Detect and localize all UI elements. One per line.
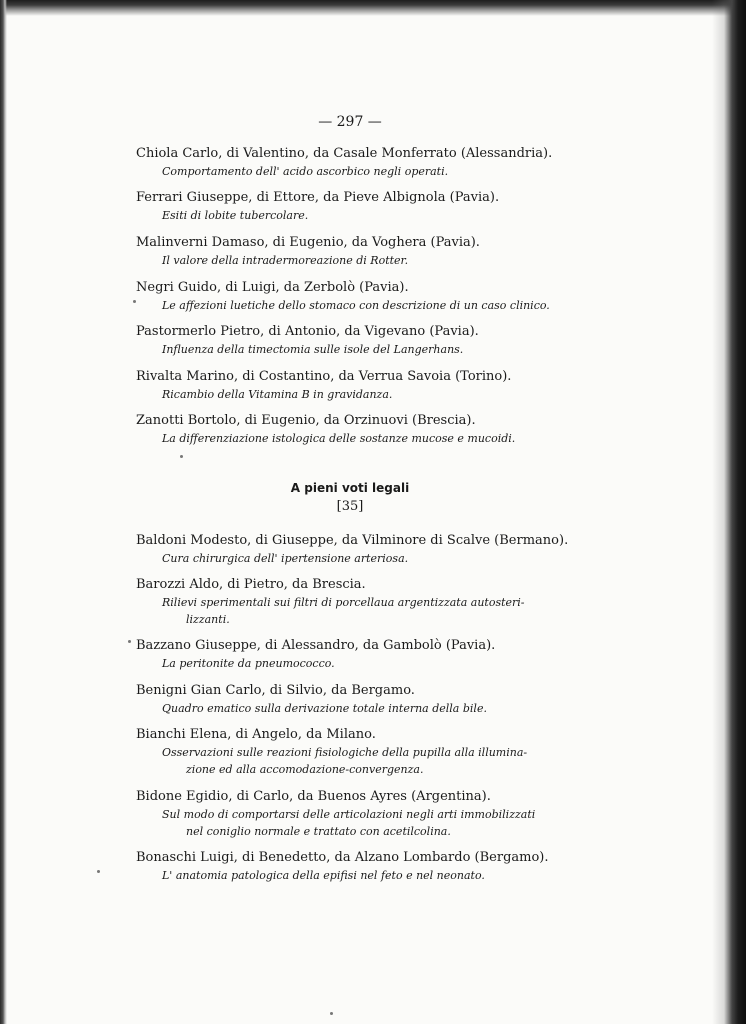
thesis-title-line: L' anatomia patologica della epifisi nel feto e nel neonato.: [162, 869, 485, 882]
thesis-title-continuation: nel coniglio normale e trattato con acetilcolina.: [186, 825, 451, 838]
thesis-title-line: Rilievi sperimentali sui filtri di porcellaua argentizzata autosteri-: [162, 596, 525, 609]
student-name: Bonaschi Luigi, di Benedetto, da Alzano Lombardo (Bergamo).: [136, 850, 549, 865]
scan-speck: [133, 300, 136, 303]
student-name: Ferrari Giuseppe, di Ettore, da Pieve Albignola (Pavia).: [136, 190, 500, 205]
section-heading: A pieni voti legali: [290, 481, 410, 495]
student-name: Bianchi Elena, di Angelo, da Milano.: [136, 727, 376, 742]
thesis-title: [136, 867, 576, 884]
thesis-title: [136, 550, 576, 567]
list-item: [136, 189, 576, 224]
list-item: [136, 234, 576, 269]
list-item: [136, 637, 576, 672]
thesis-title: Esiti di lobite tubercolare.: [162, 209, 309, 222]
student-name: Barozzi Aldo, di Pietro, da Brescia.: [136, 577, 366, 592]
student-name: Bazzano Giuseppe, di Alessandro, da Gambolò (Pavia).: [136, 638, 496, 653]
thesis-title: [136, 655, 576, 672]
scan-speck: [330, 1012, 333, 1015]
thesis-title: Comportamento dell' acido ascorbico negli operati.: [162, 165, 449, 178]
thesis-title-line: Quadro ematico sulla derivazione totale interna della bile.: [162, 702, 487, 715]
list-item: [136, 323, 576, 358]
list-item: [136, 788, 576, 840]
student-name: Baldoni Modesto, di Giuseppe, da Vilminore di Scalve (Bermano).: [136, 533, 569, 548]
thesis-title: [136, 806, 576, 840]
list-item: [136, 532, 576, 567]
page-number: — 297 —: [318, 114, 382, 130]
list-item: [136, 849, 576, 884]
thesis-title: [136, 594, 576, 628]
student-name: Pastormerlo Pietro, di Antonio, da Vigevano (Pavia).: [136, 324, 479, 339]
student-name: Benigni Gian Carlo, di Silvio, da Bergamo.: [136, 683, 415, 698]
list-item: [136, 279, 576, 314]
scan-speck: [180, 455, 183, 458]
student-name: Bidone Egidio, di Carlo, da Buenos Ayres (Argentina).: [136, 789, 491, 804]
thesis-title: La differenziazione istologica delle sostanze mucose e mucoidi.: [162, 432, 516, 445]
student-name: Malinverni Damaso, di Eugenio, da Voghera (Pavia).: [136, 235, 480, 250]
thesis-title-line: Cura chirurgica dell' ipertensione arteriosa.: [162, 552, 409, 565]
thesis-title: [136, 700, 576, 717]
section-count: [35]: [336, 499, 364, 514]
list-item: [136, 368, 576, 403]
thesis-title-line: Sul modo di comportarsi delle articolazioni negli arti immobilizzati: [162, 808, 536, 821]
thesis-title: Il valore della intradermoreazione di Rotter.: [162, 254, 409, 267]
list-item: [136, 145, 576, 180]
thesis-title-line: Osservazioni sulle reazioni fisiologiche della pupilla alla illumina-: [162, 746, 528, 759]
thesis-title: Le affezioni luetiche dello stomaco con descrizione di un caso clinico.: [162, 299, 550, 312]
scan-speck: [128, 640, 131, 643]
scan-edge-right: [712, 0, 746, 1024]
list-item: [136, 682, 576, 717]
student-name: Negri Guido, di Luigi, da Zerbolò (Pavia).: [136, 280, 409, 295]
list-item: [136, 576, 576, 628]
list-item: [136, 726, 576, 778]
student-name: Chiola Carlo, di Valentino, da Casale Monferrato (Alessandria).: [136, 146, 553, 161]
student-name: Rivalta Marino, di Costantino, da Verrua Savoia (Torino).: [136, 369, 512, 384]
thesis-title-continuation: lizzanti.: [186, 613, 230, 626]
thesis-title: [136, 744, 576, 778]
scan-edge-top: [0, 0, 746, 16]
thesis-title-line: La peritonite da pneumococco.: [162, 657, 335, 670]
scan-speck: [97, 870, 100, 873]
thesis-title: Influenza della timectomia sulle isole del Langerhans.: [162, 343, 464, 356]
list-item: [136, 412, 576, 447]
thesis-title-continuation: zione ed alla accomodazione-convergenza.: [186, 763, 424, 776]
student-name: Zanotti Bortolo, di Eugenio, da Orzinuovi (Brescia).: [136, 413, 476, 428]
thesis-title: Ricambio della Vitamina B in gravidanza.: [162, 388, 393, 401]
